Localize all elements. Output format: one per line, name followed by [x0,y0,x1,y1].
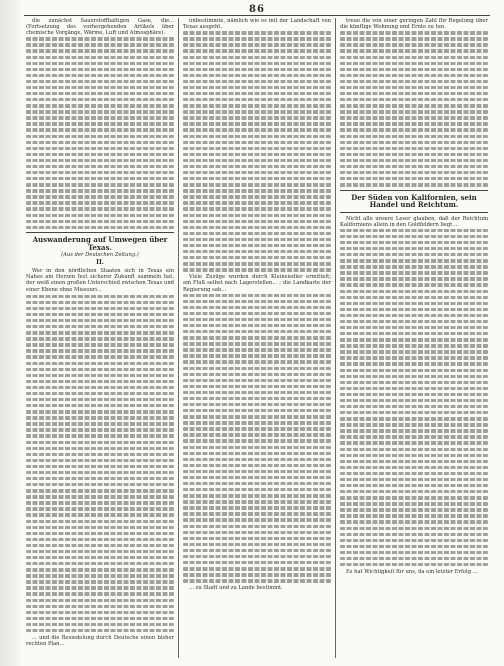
column-divider [335,18,336,658]
article-body: Nicht alle unsere Leser glauben, daß der Reichtum Kaliforniens allein in den Goldfeldern liegt ... [340,215,488,228]
article-source: (Aus der Deutschen Zeitung.) [61,252,139,259]
article-continuation: ... und die Besiedelung durch Deutsche einen bisher rechten Plan... [26,635,174,648]
article-part: II. [96,259,104,267]
section-rule [26,232,174,233]
page-number: 86 [249,4,265,15]
header-rule [24,15,490,16]
column-1-top-text: die zunächst Sauerstoffhaltigen Gase, die... (Fortsetzung des vorhergehenden Artikels über chemische Vorgänge, Wärme, Luft und Atmosphäre). [26,18,174,37]
article-title: Der Süden von Kalifornien, sein Handel und Reichtum. [351,192,477,210]
newspaper-page [20,0,494,666]
column-3-top-text: treue die von einer geringen Zahl für Regelung über die künftige Wohnung und Ernte zu tun. [340,18,488,31]
column-2-tail-text: ... zu Stadt und zu Lande bestimmt. [189,585,283,592]
column-divider [178,18,179,658]
column-3 [340,18,488,658]
column-2-top-text: unbestimmte, nämlich wie es mit der Landschaft von Texas ausgeht. [183,18,331,31]
article-closing: Es hat Wichtigkeit für uns, da ein letzter Erfolg ... [346,569,478,576]
page-edge-shadow [0,0,20,666]
section-rule [340,190,488,191]
column-2-lines-b [183,294,331,583]
column-1 [26,18,174,658]
article-opening: Wer in den nördlichen Staaten sich in Texas ein Nahes am Herzen fest sicherer Zukunft sammeln hat, der weiß einen großen Unterschied zwischen Texas und einer Ebene ohne Missouri... [26,268,174,293]
column-2-lines-a [183,31,331,271]
column-1-top-lines [26,37,174,229]
column-2 [183,18,331,658]
article-title: Auswanderung auf Umwegen über Texas. [32,235,168,252]
column-3-body-lines [340,229,488,567]
column-3-top-lines [340,31,488,186]
column-1-body-lines [26,295,174,633]
section-rule [340,212,488,213]
column-2-middle-text: Viele Zuzüge wurden durch Kleinsiedler ermittelt; am Fluß selbst nach Lagerstellen... ; die Landkarte der Regierung sah... [183,274,331,293]
